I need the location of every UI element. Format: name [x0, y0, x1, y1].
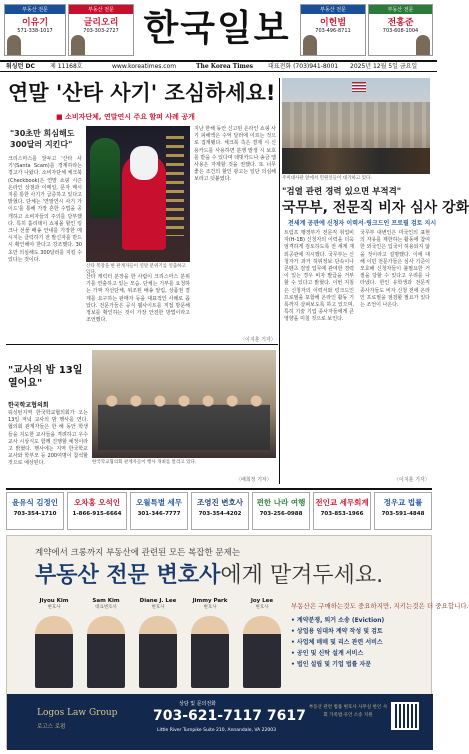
- agent-photo: [71, 35, 85, 55]
- lawyer-photo: [35, 616, 73, 688]
- ad-phone: 571-338-1017: [17, 28, 53, 34]
- santa-photo-caption: 산타 복장을 한 관계자들이 연말 분위기를 연출하고 있다.: [86, 264, 186, 275]
- classified-ad-1[interactable]: [6, 492, 64, 530]
- ad-phone: 1-866-915-6664: [72, 511, 122, 517]
- firm-offices: 부동산 관련 법률 변호사 사무실 한인 사회 가족법·유언 소송 지원: [308, 705, 388, 718]
- classified-ad-strip: [6, 492, 432, 530]
- ad-tag: 부동산 전문: [369, 5, 432, 14]
- right-body-left: 트럼프 행정부가 전문직 취업비자(H-1B) 신청자의 이력을 더욱 엄격하게 검토하도록 전 세계 재외공관에 지시했다. 국무부는 신청자가 과거 허위정보 단속이나 콘텐츠 검열 업무에 관여한 경력이 있는 경우 비자 발급을 거부할 수 있다고 밝혔다. 이번 지침은 신청자의 이력서와 링크드인 프로필을 포함해 온라인 활동 기록까지 살펴보도록 하고 있으며, 특히 기술 기업 종사자들에게 큰 영향을 미칠 것으로 보인다.: [284, 230, 354, 323]
- us-flag: [352, 82, 366, 92]
- lawyer-title: 변호사: [203, 605, 217, 610]
- box-story-sub: 한국학교협의회: [8, 402, 49, 409]
- ad-phone: 703-354-1710: [13, 511, 57, 517]
- crowd: [282, 148, 430, 174]
- ad-name: 글리오리: [83, 18, 119, 28]
- right-body-right: 국무부 대변인은 미국인의 표현의 자유를 제한하는 활동에 참여한 외국인은 입국이 허용되지 않을 것이라고 설명했다. 이에 대해 이민 전문가들은 심사 기준이 모호해 신청자들이 불필요한 거절을 당할 수 있다고 우려를 나타냈다. 한인 유학생과 전문직 종사자들도 비자 신청 전에 온라인 프로필을 점검할 필요가 있다는 조언이 나온다.: [360, 230, 430, 309]
- lawyer-card: [133, 598, 183, 688]
- lawyer-photo: [87, 616, 125, 688]
- lead-pull-quote: "30초만 희심해도 300달러 지킨다": [10, 129, 75, 149]
- service-item: • 사업체 매매 및 리스 관련 서비스: [291, 639, 383, 646]
- classified-ad-5[interactable]: [252, 492, 310, 530]
- right-byline: 〈이지훈 기자〉: [394, 477, 430, 483]
- agent-photo: [303, 35, 317, 55]
- lead-byline: 〈이지훈 기자〉: [240, 337, 276, 343]
- top-ad-1[interactable]: [4, 4, 66, 56]
- law-ad-headline-em: 부동산 전문 변호사: [35, 563, 221, 588]
- ad-phone: 703-496-8711: [315, 28, 351, 34]
- agent-photo: [7, 35, 21, 55]
- classified-ad-2[interactable]: [67, 492, 127, 530]
- services-headline: 부동산은 구매하는것도 중요하지만, 지키는것은 더 중요합니다.: [291, 602, 469, 610]
- classified-ad-3[interactable]: [130, 492, 188, 530]
- publish-date: 2025년 12월 5일 금요일: [350, 63, 418, 70]
- lead-subhead: ■ 소비자단체, 연말연시 주요 할퍼 사례 공개: [56, 113, 195, 121]
- edition: 워싱턴 DC: [6, 63, 35, 70]
- law-ad-headline-rest: 에게 맡겨두세요.: [220, 563, 384, 588]
- firm-name-ko: 로고스 로펌: [37, 724, 66, 730]
- ad-phone: 703-354-4202: [198, 511, 242, 517]
- lawyer-name: Jimmy Park: [192, 598, 228, 604]
- newspaper-logo[interactable]: 한국일보: [143, 7, 291, 49]
- lawyer-card: [81, 598, 131, 688]
- group-photo-caption: 한국학교협의회 관계자들이 행사 개최를 알리고 있다.: [92, 460, 197, 465]
- classified-ad-6[interactable]: [313, 492, 371, 530]
- box-story-body: 워싱턴지역 한국학교협의회가 오는 13일 저녁 교사의 밤 행사를 연다. 협의회 관계자들은 한 해 동안 학생들을 지도한 교사들을 격려하고 우수 교사 시상식도 함께 진행할 예정이라고 밝혔다. 행사에는 지역 한국학교 교사와 학부모 등 200여명이 참석할 것으로 예상된다.: [8, 410, 88, 467]
- ad-name: 윤유식 김정인: [11, 498, 59, 507]
- ad-phone: 703-591-4848: [381, 511, 425, 517]
- embassy-photo-caption: 주미대사관 앞에서 민원인들이 대기하고 있다.: [282, 176, 372, 181]
- lawyer-card: [185, 598, 235, 688]
- agent-photo: [416, 35, 430, 55]
- lawyer-card: [29, 598, 79, 688]
- lawyer-title: 변호사: [47, 605, 61, 610]
- ads-divider: [6, 488, 432, 490]
- lead-body-right: 지난 한해 동안 신고된 온라인 쇼핑 사기 피해액은 수억 달러에 이르는 것으로 집계됐다. 체크북 측은 결제 시 신용카드를 사용하면 분쟁 발생 시 보호를 받을 수 있다며 데빗카드나 송금 앱 사용은 자제할 것을 권했다. 또 너무 좋은 조건의 할인 광고는 일단 의심해 보라고 덧붙였다.: [194, 126, 276, 183]
- dateline: [0, 60, 437, 72]
- firm-name: Logos Law Group: [37, 708, 118, 718]
- service-item: • 법인 설립 및 기업 법률 자문: [291, 661, 372, 668]
- right-subhead: 전세계 공관에 신청자 이력서·링크드인 프로필 검토 지시: [288, 220, 437, 227]
- main-phone: 대표전화 (703)941-8001: [268, 63, 339, 70]
- right-kicker: "검열 관련 경력 있으면 부적격": [282, 187, 402, 197]
- lead-body-left: 크리스마스를 앞두고 '산타 사기'(Santa Scam)를 경계하라는 경고가 나왔다. 소비자단체 체크북(Checkbook)은 연말 쇼핑 시즌 온라인 상점과 이메일, 문자 메시지를 통한 사기가 급증하고 있다고 밝혔다. 단체는 '연말연시 사기 가이드'를 통해 가장 흔한 수법을 공개하고 소비자들의 주의를 당부했다. 특히 홀리데이 쇼핑몰 할인 링크나 선물 배송 안내를 가장한 메시지는 클릭하기 전 발신자를 반드시 확인해야 한다고 강조했다. 30초만 의심해도 300달러를 지킬 수 있다는 것이다.: [8, 156, 82, 263]
- lawyer-name: Joy Lee: [250, 598, 274, 604]
- ad-name: 편한 나라 여행: [256, 498, 306, 507]
- lawyer-title: 변호사: [151, 605, 165, 610]
- lawyer-photo: [139, 616, 177, 688]
- lawyer-title: 변호사: [255, 605, 269, 610]
- ad-tag: 부동산 전문: [301, 5, 365, 14]
- ad-phone: 301-346-7777: [137, 511, 181, 517]
- firm-address: Little River Turnpike Suite 210, Annandale, VA 22003: [157, 728, 276, 733]
- ad-tag: 부동산 전문: [69, 5, 133, 14]
- classified-ad-7[interactable]: [374, 492, 432, 530]
- classified-ad-4[interactable]: [191, 492, 249, 530]
- law-services: [291, 602, 469, 670]
- law-ad-footer: [7, 694, 433, 750]
- website-link[interactable]: www.koreatimes.com: [112, 63, 177, 70]
- ad-phone: 703-853-1966: [320, 511, 364, 517]
- ad-name: 전인교 세무회계: [315, 498, 369, 507]
- box-story: [8, 364, 88, 409]
- top-ad-3[interactable]: [300, 4, 366, 56]
- services-list: [291, 615, 429, 670]
- ad-name: 정우교 법률: [383, 498, 423, 507]
- firm-phone[interactable]: 703-621-7117 7617: [153, 708, 306, 724]
- law-ad-headline: [35, 558, 383, 589]
- section-divider: [6, 344, 278, 345]
- santa-beard: [130, 146, 158, 180]
- right-headline[interactable]: 국무부, 전문직 비자 심사 강화: [282, 200, 469, 216]
- top-ad-4[interactable]: [368, 4, 433, 56]
- ad-name: 전홍준: [387, 18, 414, 28]
- consult-label: 상담 및 문의전화: [179, 701, 216, 707]
- ad-phone: 703-256-0988: [259, 511, 303, 517]
- group-photo: [92, 350, 276, 458]
- service-item: • 계약분쟁, 퇴거 소송 (Eviction): [291, 617, 385, 624]
- lawyer-photo: [243, 616, 281, 688]
- lawyer-name: Diane J. Lee: [139, 598, 177, 604]
- ad-name: 오월특별 세무: [135, 498, 183, 507]
- issue-number: 제 11168호: [50, 63, 83, 70]
- string-lights: [166, 136, 184, 236]
- top-ad-2[interactable]: [68, 4, 134, 56]
- ad-name: 이유기: [21, 18, 49, 28]
- masthead: [0, 0, 437, 62]
- ad-name: 오차홍 오석인: [73, 498, 121, 507]
- group-people: [98, 380, 270, 450]
- ad-phone: 703-608-1004: [382, 28, 419, 34]
- service-item: • 상업용 임대차 계약 작성 및 검토: [291, 628, 383, 635]
- law-ad-intro: 계약에서 크롱까지 부동산에 관련된 모든 복잡한 문제는: [35, 548, 241, 558]
- ad-name: 조영진 변호사: [196, 498, 244, 507]
- service-item: • 공인 및 신탁 설계 서비스: [291, 650, 364, 657]
- box-story-byline: 〈배희정 기자〉: [236, 477, 272, 483]
- lawyer-name: Sam Kim: [92, 598, 120, 604]
- santa-photo: [86, 126, 190, 262]
- column-divider: [279, 78, 280, 484]
- law-firm-ad[interactable]: [6, 535, 469, 749]
- embassy-photo: [282, 78, 430, 174]
- english-title: The Korea Times: [196, 63, 254, 70]
- lead-headline[interactable]: 연말 '산타 사기' 조심하세요!: [8, 81, 276, 105]
- qr-code-icon[interactable]: [391, 702, 419, 730]
- lawyer-photo: [191, 616, 229, 688]
- lawyer-title: 대표변호사: [95, 605, 117, 610]
- ad-name: 이헌범: [319, 18, 347, 28]
- box-story-title[interactable]: "교사의 밤 13일 열어요": [8, 365, 83, 389]
- ad-phone: 703-303-2727: [83, 28, 119, 34]
- lawyer-card: [237, 598, 287, 688]
- christmas-tree: [90, 138, 120, 218]
- lead-body-mid: 산타 캐릭터 분장을 한 사람이 크리스마스 분위기를 연출하고 있는 모습. 단체는 기부를 요청하는 가짜 자선단체, 위조된 배송 알림, 상품권 결제를 요구하는 판매자 등을 대표적인 사례로 꼽았다. 전문가들은 공식 웹사이트를 직접 방문해 정보를 확인하는 것이 가장 안전한 방법이라고 조언했다.: [86, 274, 190, 324]
- ad-tag: 부동산 전문: [5, 5, 65, 14]
- lawyer-name: Jiyou Kim: [39, 598, 69, 604]
